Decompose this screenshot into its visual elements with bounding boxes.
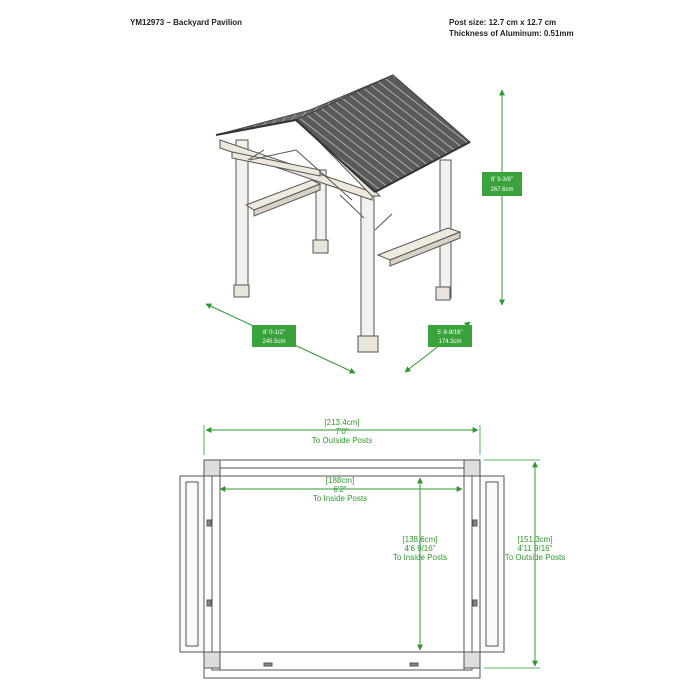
height-dimension — [482, 90, 522, 305]
inside-width-label: To Inside Posts — [312, 494, 368, 503]
bar-counter-left — [246, 180, 320, 210]
outside-depth-imperial: 4'11 9/16" — [517, 544, 553, 553]
post-front-left — [361, 190, 374, 340]
inside-width-metric: [188cm] — [325, 476, 355, 485]
outside-width-label: To Outside Posts — [311, 436, 373, 445]
plan-inside-width-dimension — [220, 476, 462, 503]
plan-post-tl — [204, 460, 220, 476]
post-back-left — [236, 140, 248, 290]
plan-counter-right — [480, 476, 504, 652]
outside-depth-metric: [151.3cm] — [517, 535, 553, 544]
inside-depth-metric: [138.6cm] — [402, 535, 438, 544]
inside-depth-label: To Inside Posts — [392, 553, 448, 562]
height-imperial: 8' 9-3/8" — [491, 177, 513, 183]
width-metric: 245.5cm — [262, 339, 286, 345]
outside-width-metric: [213.4cm] — [324, 418, 360, 427]
plan-post-bl — [204, 652, 220, 668]
depth-imperial: 5' 8-9/16" — [437, 330, 463, 336]
inside-depth-imperial: 4'6 9/16" — [404, 544, 436, 553]
width-dimension — [206, 304, 355, 373]
model-title: YM12973 – Backyard Pavilion — [130, 18, 243, 27]
width-imperial: 8' 0-1/2" — [263, 330, 285, 336]
outside-width-imperial: 7'0" — [335, 427, 349, 436]
plan-post-tr — [464, 460, 480, 476]
inside-width-imperial: 6'2" — [333, 485, 347, 494]
post-size-label: Post size: 12.7 cm x 12.7 cm — [449, 18, 557, 27]
plan-post-br — [464, 652, 480, 668]
plan-counter-left — [180, 476, 204, 652]
outside-depth-label: To Outside Posts — [504, 553, 566, 562]
plan-inside-depth-dimension — [393, 478, 447, 650]
height-metric: 267.6cm — [490, 187, 514, 193]
pavilion-roof — [216, 75, 470, 192]
depth-dimension — [405, 322, 472, 372]
plan-outside-width-dimension — [204, 418, 480, 455]
aluminum-thickness-label: Thickness of Aluminum: 0.51mm — [449, 29, 574, 38]
depth-metric: 174.3cm — [438, 339, 462, 345]
